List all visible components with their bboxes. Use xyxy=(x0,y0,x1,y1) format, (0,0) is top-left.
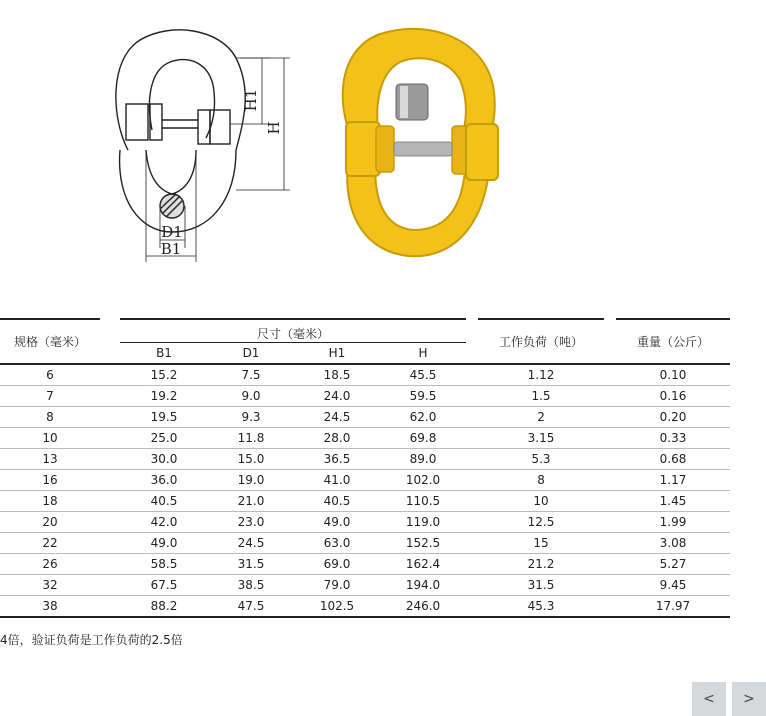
cell-weight: 1.99 xyxy=(616,512,730,533)
cell-wll: 31.5 xyxy=(478,575,604,596)
header-h: H xyxy=(380,343,466,365)
cell-b1: 30.0 xyxy=(120,449,208,470)
cell-wll: 2 xyxy=(478,407,604,428)
cell-b1: 15.2 xyxy=(120,364,208,386)
product-photo xyxy=(343,29,498,256)
cell-h: 110.5 xyxy=(380,491,466,512)
cell-h: 45.5 xyxy=(380,364,466,386)
table-row xyxy=(0,512,730,533)
cell-spec: 22 xyxy=(0,533,100,554)
cell-weight: 0.16 xyxy=(616,386,730,407)
cell-weight: 9.45 xyxy=(616,575,730,596)
spec-table xyxy=(0,318,730,618)
cell-d1: 47.5 xyxy=(208,596,294,618)
cell-b1: 19.2 xyxy=(120,386,208,407)
table-row xyxy=(0,575,730,596)
header-wll: 工作负荷（吨） xyxy=(478,319,604,364)
cell-wll: 1.12 xyxy=(478,364,604,386)
cell-d1: 24.5 xyxy=(208,533,294,554)
header-weight: 重量（公斤） xyxy=(616,319,730,364)
header-dimensions: 尺寸（毫米） xyxy=(120,319,466,343)
header-b1: B1 xyxy=(120,343,208,365)
table-row xyxy=(0,428,730,449)
table-row xyxy=(0,554,730,575)
label-h: H xyxy=(265,121,283,135)
cell-d1: 19.0 xyxy=(208,470,294,491)
label-h1: H1 xyxy=(242,88,260,112)
cell-wll: 15 xyxy=(478,533,604,554)
cell-spec: 10 xyxy=(0,428,100,449)
cell-h1: 28.0 xyxy=(294,428,380,449)
cell-d1: 21.0 xyxy=(208,491,294,512)
cell-weight: 0.20 xyxy=(616,407,730,428)
product-figure xyxy=(0,0,750,300)
header-spec: 规格（毫米） xyxy=(0,319,100,364)
cell-d1: 9.3 xyxy=(208,407,294,428)
cell-b1: 36.0 xyxy=(120,470,208,491)
cell-spec: 26 xyxy=(0,554,100,575)
cell-h1: 24.5 xyxy=(294,407,380,428)
cell-h: 246.0 xyxy=(380,596,466,618)
cell-d1: 38.5 xyxy=(208,575,294,596)
prev-page-button[interactable]: < xyxy=(692,682,726,716)
cell-d1: 23.0 xyxy=(208,512,294,533)
cell-h: 62.0 xyxy=(380,407,466,428)
footnote: 4倍，验证负荷是工作负荷的2.5倍 xyxy=(0,633,183,647)
cell-b1: 88.2 xyxy=(120,596,208,618)
table-row xyxy=(0,407,730,428)
cell-spec: 38 xyxy=(0,596,100,618)
label-b1: B1 xyxy=(160,240,182,258)
cell-weight: 1.45 xyxy=(616,491,730,512)
cell-weight: 1.17 xyxy=(616,470,730,491)
cell-wll: 3.15 xyxy=(478,428,604,449)
cell-spec: 16 xyxy=(0,470,100,491)
next-page-button[interactable]: > xyxy=(732,682,766,716)
cell-h: 152.5 xyxy=(380,533,466,554)
cell-d1: 9.0 xyxy=(208,386,294,407)
cell-spec: 13 xyxy=(0,449,100,470)
cell-wll: 12.5 xyxy=(478,512,604,533)
cell-b1: 67.5 xyxy=(120,575,208,596)
cell-weight: 5.27 xyxy=(616,554,730,575)
cell-d1: 15.0 xyxy=(208,449,294,470)
cell-d1: 31.5 xyxy=(208,554,294,575)
cell-weight: 0.10 xyxy=(616,364,730,386)
cell-h1: 102.5 xyxy=(294,596,380,618)
cell-h: 162.4 xyxy=(380,554,466,575)
cell-weight: 17.97 xyxy=(616,596,730,618)
cell-wll: 10 xyxy=(478,491,604,512)
cell-wll: 45.3 xyxy=(478,596,604,618)
cell-h1: 40.5 xyxy=(294,491,380,512)
cell-h1: 79.0 xyxy=(294,575,380,596)
cell-spec: 6 xyxy=(0,364,100,386)
cell-wll: 1.5 xyxy=(478,386,604,407)
cell-h: 69.8 xyxy=(380,428,466,449)
label-d1: D1 xyxy=(161,223,183,241)
cell-h1: 24.0 xyxy=(294,386,380,407)
cell-h1: 41.0 xyxy=(294,470,380,491)
table-row xyxy=(0,491,730,512)
cell-b1: 19.5 xyxy=(120,407,208,428)
header-h1: H1 xyxy=(294,343,380,365)
cell-spec: 20 xyxy=(0,512,100,533)
cell-spec: 8 xyxy=(0,407,100,428)
cell-h: 59.5 xyxy=(380,386,466,407)
cell-d1: 7.5 xyxy=(208,364,294,386)
spec-table-body xyxy=(0,364,730,617)
cell-wll: 8 xyxy=(478,470,604,491)
cell-spec: 18 xyxy=(0,491,100,512)
cell-h1: 63.0 xyxy=(294,533,380,554)
cell-h1: 69.0 xyxy=(294,554,380,575)
cell-h1: 49.0 xyxy=(294,512,380,533)
cell-wll: 5.3 xyxy=(478,449,604,470)
cell-weight: 3.08 xyxy=(616,533,730,554)
cell-h: 102.0 xyxy=(380,470,466,491)
cell-weight: 0.68 xyxy=(616,449,730,470)
cell-b1: 42.0 xyxy=(120,512,208,533)
cell-b1: 25.0 xyxy=(120,428,208,449)
cell-h: 119.0 xyxy=(380,512,466,533)
table-row xyxy=(0,386,730,407)
cell-b1: 58.5 xyxy=(120,554,208,575)
cell-spec: 32 xyxy=(0,575,100,596)
cell-wll: 21.2 xyxy=(478,554,604,575)
cell-b1: 49.0 xyxy=(120,533,208,554)
table-row xyxy=(0,470,730,491)
table-row xyxy=(0,533,730,554)
table-row xyxy=(0,449,730,470)
cell-weight: 0.33 xyxy=(616,428,730,449)
cell-h: 89.0 xyxy=(380,449,466,470)
dimension-drawing xyxy=(116,30,290,262)
cell-h1: 36.5 xyxy=(294,449,380,470)
table-row xyxy=(0,596,730,618)
cell-h1: 18.5 xyxy=(294,364,380,386)
cell-spec: 7 xyxy=(0,386,100,407)
cell-h: 194.0 xyxy=(380,575,466,596)
table-row xyxy=(0,364,730,386)
cell-d1: 11.8 xyxy=(208,428,294,449)
header-d1: D1 xyxy=(208,343,294,365)
cell-b1: 40.5 xyxy=(120,491,208,512)
